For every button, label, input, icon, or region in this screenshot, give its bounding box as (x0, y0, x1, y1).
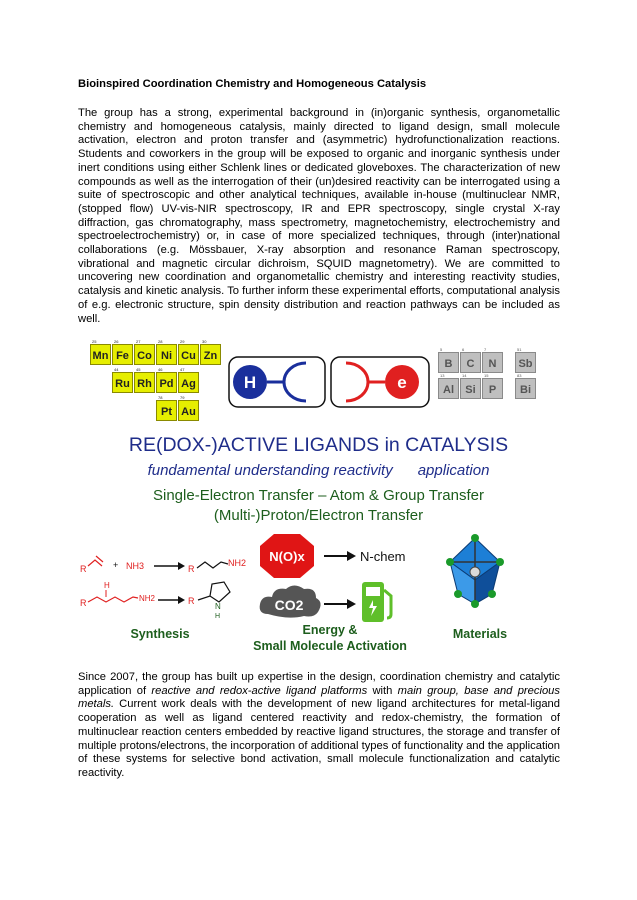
arrow-1-head (178, 562, 185, 570)
arrow-nox-head (347, 551, 356, 561)
figure-title: RE(DOX-)ACTIVE LIGANDS in CATALYSIS (128, 434, 509, 456)
element-fe: 26 Fe (112, 344, 133, 365)
expertise-paragraph (78, 671, 560, 781)
h-label-2: H (215, 613, 221, 620)
synthesis-scheme (78, 540, 258, 620)
nchem-label: N-chem (360, 549, 406, 564)
synthesis-label: Synthesis (130, 627, 190, 641)
element-al: 13 Al (438, 378, 459, 399)
element-n: 7 N (482, 352, 503, 373)
element-si: 14 Si (460, 378, 481, 399)
energy-label-1: Energy & (302, 623, 358, 637)
element-au: 79 Au (178, 400, 199, 421)
r-label-3: R (80, 598, 87, 608)
electron-label: e (397, 373, 407, 392)
proton-label: H (243, 373, 257, 392)
element-rh: 45 Rh (134, 372, 155, 393)
element-ni: 28 Ni (156, 344, 177, 365)
r-label-1: R (80, 564, 87, 574)
amine-chain-2 (88, 597, 138, 602)
element-zn: 30 Zn (200, 344, 221, 365)
para2-text-1: Since 2007, the group has built up expertise in the design, coordination chemistry and catalytic application of (78, 671, 560, 697)
nh2-1: NH2 (228, 558, 247, 568)
alkene-1 (88, 560, 102, 566)
energy-scheme (258, 532, 418, 628)
r-label-2: R (188, 564, 195, 574)
arrow-2-head (178, 596, 185, 604)
nh3-1: NH3 (126, 561, 145, 571)
element-pd: 46 Pd (156, 372, 177, 393)
amine-1 (197, 562, 228, 568)
crystal-structure-icon (440, 532, 510, 610)
element-mn: 25 Mn (90, 344, 111, 365)
proton-electron-boxes (228, 356, 432, 408)
energy-label-2: Small Molecule Activation (253, 639, 407, 653)
para2-italic-2: main group, base and precious metals. (78, 684, 560, 711)
materials-label: Materials (452, 627, 508, 641)
plus-1: + (113, 560, 119, 570)
figure-line-2: (Multi-)Proton/Electron Transfer (213, 507, 424, 524)
co2-label: CO2 (274, 597, 304, 613)
para2-text-2: with (367, 684, 398, 697)
nh2-2: NH2 (139, 594, 156, 603)
para2-italic-1: reactive and redox-active ligand platforms (151, 684, 368, 697)
pyrrolidine-ring (198, 582, 230, 602)
arrow-co2-head (347, 599, 356, 609)
figure-subtitle: fundamental understanding reactivity application (147, 462, 490, 479)
element-cu: 29 Cu (178, 344, 199, 365)
transition-metal-table (90, 339, 220, 429)
element-ru: 44 Ru (112, 372, 133, 393)
element-c: 6 C (460, 352, 481, 373)
main-group-table (438, 347, 538, 427)
figure-line-1: Single-Electron Transfer – Atom & Group Transfer (153, 487, 484, 504)
element-bi: 83 Bi (515, 378, 536, 399)
n-label: N (215, 602, 221, 611)
para2-text-3: Current work deals with the development of new ligand architectures for metal-ligand cooperation as well as ligand centered reactivity and redox-chemistry, the formation of multinuclear reaction centers embedded by reactive ligand structures, the storage and transfer of multiple protons/electrons, the incorporation of additional types of functionality and the application of these systems for selective bond activation, small molecule functionalization and catalytic reactivity. (78, 698, 560, 779)
catalysis-figure (0, 335, 637, 660)
intro-paragraph: The group has a strong, experimental background in (in)organic synthesis, organometallic chemistry and homogeneous catalysis, mainly directed to ligand design, small molecule activation, electron and proton transfer and (asymmetric) hydrofunctionalization reactions. Students and coworkers in the group will be exposed to organic and inorganic synthesis under inert conditions using either Schlenk lines or dedicated gloveboxes. The characterization of new compounds as well as the interrogation of their (un)desired reactivity can be interrogated using a suite of spectroscopic and other analytical techniques, available in-house (multinuclear NMR, (stopped flow) UV-vis-NIR spectroscopy, IR and EPR spectroscopy, single crystal X-ray diffraction, gas chromatography, mass spectrometry, magnetochemistry, electrochemistry and spectroelectrochemistry) or, in case of more specialized techniques, through (inter)national collaborations (e.g. Mössbauer, X-ray absorption and resonance Raman spectroscopy, vibrational and magnetic circular dichroism, SQUID magnetometry). We are committed to uncovering new coordination and organometallic chemistry and interesting reactivity studies, catalysis and kinetic analysis. To further inform these experimental efforts, computational analysis of e.g. electronic structure, spin density distribution and reaction pathways can be included as well. (78, 107, 560, 325)
element-sb: 51 Sb (515, 352, 536, 373)
r-label-4: R (188, 596, 195, 606)
element-co: 27 Co (134, 344, 155, 365)
element-b: 5 B (438, 352, 459, 373)
nox-label: N(O)x (269, 549, 305, 564)
element-pt: 78 Pt (156, 400, 177, 421)
section-heading: Bioinspired Coordination Chemistry and Homogeneous Catalysis (78, 78, 427, 90)
element-p: 15 P (482, 378, 503, 399)
element-ag: 47 Ag (178, 372, 199, 393)
fuel-pump-icon (362, 582, 391, 622)
h-label-1: H (104, 581, 110, 590)
